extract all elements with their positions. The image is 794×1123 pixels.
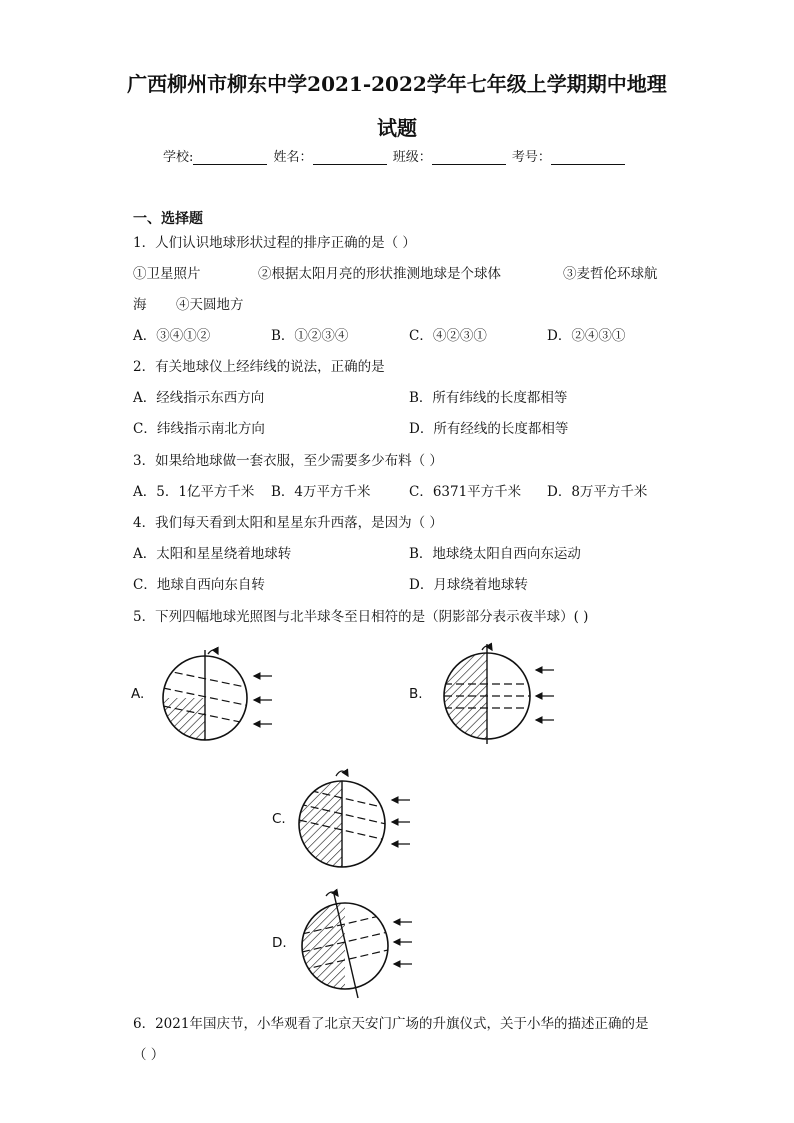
class-label: 班级： bbox=[392, 150, 432, 165]
question-6-stem: 6．2021年国庆节，小华观看了北京天安门广场的升旗仪式，关于小华的描述正确的是 bbox=[133, 1016, 649, 1032]
q5-option-c-label[interactable]: C. bbox=[272, 811, 286, 827]
question-1-stem: 1．人们认识地球形状过程的排序正确的是（ ） bbox=[133, 235, 416, 251]
q2-option-c[interactable]: C．纬线指示南北方向 bbox=[133, 421, 265, 437]
q4-option-d[interactable]: D．月球绕着地球转 bbox=[409, 577, 528, 593]
number-blank[interactable] bbox=[551, 150, 625, 165]
question-6-stem-continued: （ ） bbox=[133, 1047, 165, 1063]
q5-option-b-label[interactable]: B. bbox=[409, 686, 423, 702]
q1-option-d[interactable]: D．②④③① bbox=[547, 328, 626, 344]
q1-item-3-continued: 海 bbox=[133, 297, 147, 313]
q2-option-d[interactable]: D．所有经线的长度都相等 bbox=[409, 421, 569, 437]
q1-option-a[interactable]: A．③④①② bbox=[133, 328, 211, 344]
number-label: 考号： bbox=[511, 150, 551, 165]
question-5-stem: 5．下列四幅地球光照图与北半球冬至日相符的是（阴影部分表示夜半球）( ) bbox=[133, 609, 589, 625]
q2-option-a[interactable]: A．经线指示东西方向 bbox=[133, 390, 265, 406]
q2-option-b[interactable]: B．所有纬线的长度都相等 bbox=[409, 390, 568, 406]
name-blank[interactable] bbox=[313, 150, 387, 165]
q5-option-b-globe-diagram[interactable] bbox=[430, 640, 560, 750]
student-info-row bbox=[163, 146, 627, 165]
q3-option-b[interactable]: B．4万平方千米 bbox=[271, 484, 371, 500]
question-2-stem: 2．有关地球仪上经纬线的说法，正确的是 bbox=[133, 359, 385, 375]
q4-option-b[interactable]: B．地球绕太阳自西向东运动 bbox=[409, 546, 581, 562]
q5-option-d-label[interactable]: D. bbox=[272, 935, 287, 951]
q1-item-1: ①卫星照片 bbox=[133, 266, 201, 282]
question-4-stem: 4．我们每天看到太阳和星星东升西落，是因为（ ） bbox=[133, 515, 443, 531]
q5-option-a-globe-diagram[interactable] bbox=[150, 640, 280, 750]
question-3-stem: 3．如果给地球做一套衣服，至少需要多少布料（ ） bbox=[133, 453, 443, 469]
page-title: 广西柳州市柳东中学2021-2022学年七年级上学期期中地理 bbox=[127, 72, 667, 96]
page-title-continued: 试题 bbox=[377, 116, 417, 140]
q5-option-d-globe-diagram[interactable] bbox=[290, 886, 420, 1002]
q5-option-c-globe-diagram[interactable] bbox=[290, 764, 420, 876]
q5-option-a-label[interactable]: A. bbox=[131, 686, 145, 702]
school-label: 学校: bbox=[163, 150, 194, 165]
q3-option-c[interactable]: C．6371平方千米 bbox=[409, 484, 522, 500]
school-blank[interactable] bbox=[193, 150, 267, 165]
q1-item-3: ③麦哲伦环球航 bbox=[563, 266, 658, 282]
q4-option-c[interactable]: C．地球自西向东自转 bbox=[133, 577, 265, 593]
section-heading: 一、选择题 bbox=[133, 211, 203, 227]
q1-option-b[interactable]: B．①②③④ bbox=[271, 328, 349, 344]
name-label: 姓名： bbox=[273, 150, 313, 165]
q3-option-d[interactable]: D．8万平方千米 bbox=[547, 484, 648, 500]
q1-option-c[interactable]: C．④②③① bbox=[409, 328, 487, 344]
q4-option-a[interactable]: A．太阳和星星绕着地球转 bbox=[133, 546, 292, 562]
q1-item-4: ④天圆地方 bbox=[176, 297, 244, 313]
q1-item-2: ②根据太阳月亮的形状推测地球是个球体 bbox=[258, 266, 501, 282]
class-blank[interactable] bbox=[432, 150, 506, 165]
q3-option-a[interactable]: A．5．1亿平方千米 bbox=[133, 484, 255, 500]
